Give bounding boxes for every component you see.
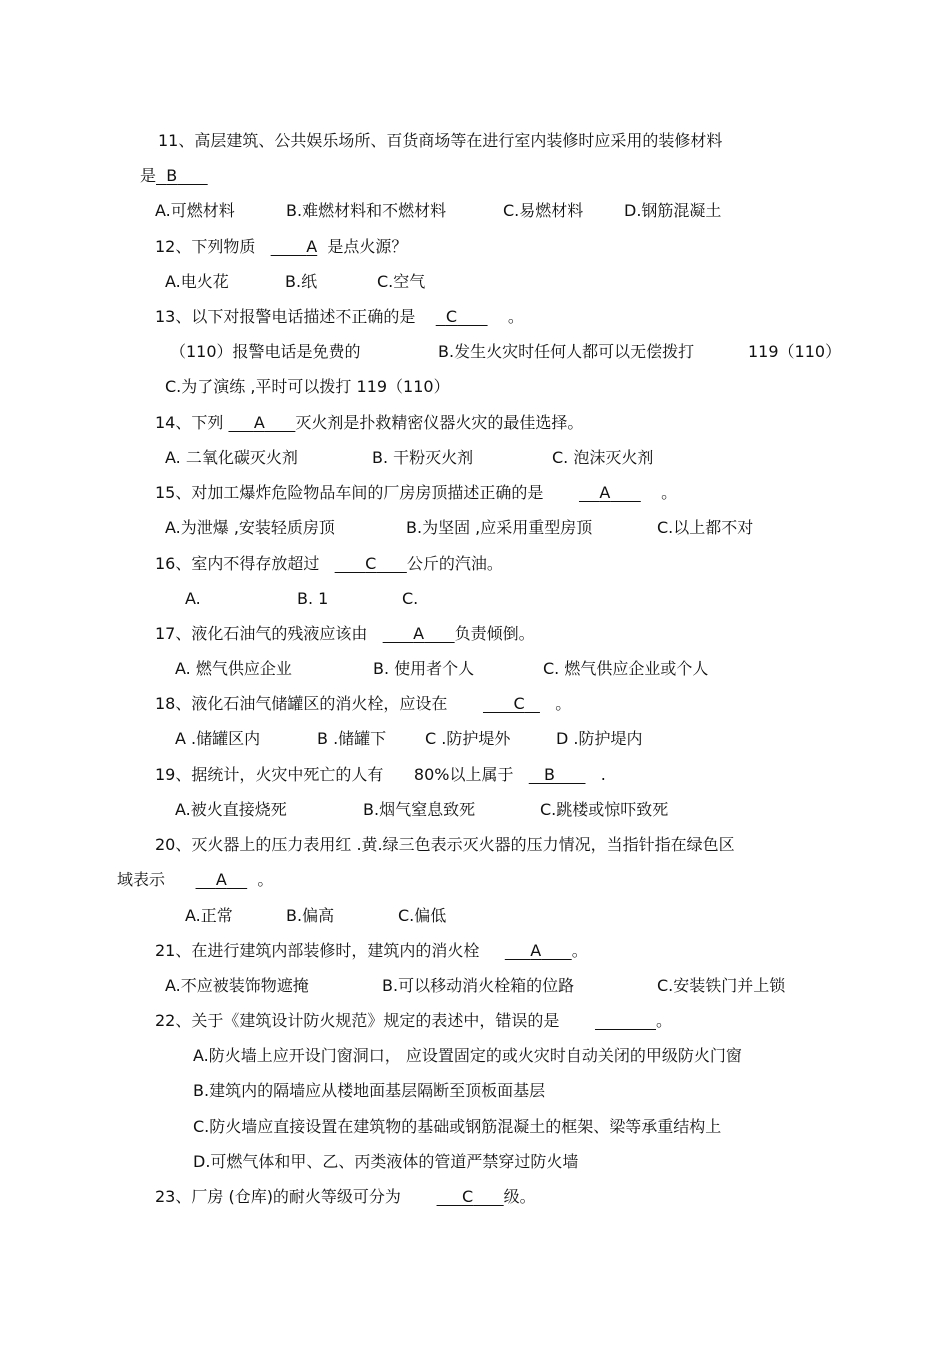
q17-option-b: B. 使用者个人 [373,659,475,678]
q22-option-a: A.防火墙上应开设门窗洞口， 应设置固定的或火灾时自动关闭的甲级防火门窗 [193,1046,742,1065]
q23-text: 23、厂房 (仓库)的耐火等级可分为 [155,1187,401,1206]
q18-option-c: C .防护堤外 [425,729,511,748]
q12-answer [271,236,318,258]
q12-option-a: A.电火花 [165,272,229,291]
q16-suffix: 公斤的汽油。 [406,554,503,573]
q17-answer [383,623,455,645]
q20-answer [196,869,248,891]
q16-option-a: A. [185,589,201,608]
q20-option-c: C.偏低 [398,906,447,925]
q14-answer-value: A [253,413,265,432]
q15-answer [579,482,641,504]
q13-answer-value: C [445,307,458,326]
q16-text: 16、室内不得存放超过 [155,554,320,573]
q13-option-b-number: 119（110） [748,342,842,361]
q17-options [175,658,708,680]
q13-text: 13、以下对报警电话描述不正确的是 [155,307,416,326]
q16-line [155,553,503,575]
q11-cont [140,165,208,187]
q19-options [175,799,668,821]
q23-suffix: 级。 [503,1187,536,1206]
q17-line [155,623,535,645]
q18-option-b: B .储罐下 [317,729,387,748]
q16-option-c: C. [402,589,419,608]
q22-option-c: C.防火墙应直接设置在建筑物的基础或钢筋混凝土的框架、梁等承重结构上 [193,1117,722,1136]
q12-option-c: C.空气 [377,272,426,291]
q11-text: 11、高层建筑、公共娱乐场所、百货商场等在进行室内装修时应采用的装修材料 [158,131,723,150]
q18-answer-value: C [513,694,525,713]
q19-text: 19、据统计，火灾中死亡的人有 [155,765,384,784]
q22-answer-blank [595,1010,656,1032]
q20-options [185,905,446,927]
q11-option-b: B.难燃材料和不燃材料 [286,201,447,220]
q20-cont-label: 域表示 [117,870,166,889]
q15-answer-value: A [599,483,611,502]
q11-answer-value: B [166,166,178,185]
q12-answer-value: A [306,237,318,256]
q11-option-a: A.可燃材料 [155,201,235,220]
q20-text: 20、灭火器上的压力表用红 .黄.绿三色表示灭火器的压力情况，当指针指在绿色区 [155,835,735,854]
q21-answer [505,940,572,962]
q15-suffix: 。 [661,483,678,502]
q21-text: 21、在进行建筑内部装修时，建筑内的消火栓 [155,941,480,960]
q23-line [155,1186,536,1208]
q17-answer-value: A [413,624,425,643]
q17-option-a: A. 燃气供应企业 [175,659,292,678]
q21-line [155,940,588,962]
q19-answer-value: B [544,765,555,784]
q16-answer-value: C [365,554,377,573]
q20-option-b: B.偏高 [286,906,335,925]
q18-options [175,728,643,750]
q22-line [155,1010,672,1032]
q14-line [155,412,583,434]
q21-option-b: B.可以移动消火栓箱的位路 [382,976,575,995]
q21-option-c: C.安装铁门并上锁 [657,976,786,995]
q15-option-b: B.为坚固 ,应采用重型房顶 [406,518,593,537]
q13-line [155,306,524,328]
q13-suffix: 。 [507,307,524,326]
q17-suffix: 负责倾倒。 [454,624,535,643]
q22-option-d: D.可燃气体和甲、乙、丙类液体的管道严禁穿过防火墙 [193,1152,579,1171]
q21-option-a: A.不应被装饰物遮掩 [165,976,309,995]
q20-suffix: 。 [257,870,274,889]
q18-text: 18、液化石油气储罐区的消火栓，应设在 [155,694,448,713]
q14-answer [228,412,295,434]
q16-option-b: B. 1 [297,589,329,608]
q18-option-a: A .储罐区内 [175,729,261,748]
q18-line [155,693,571,715]
q23-answer-value: C [461,1187,474,1206]
q14-text: 14、下列 [155,413,224,432]
q13-option-c: C.为了演练 ,平时可以拨打 119（110） [165,377,450,396]
q17-text: 17、液化石油气的残液应该由 [155,624,368,643]
q20-answer-value: A [215,870,227,889]
q15-text: 15、对加工爆炸危险物品车间的厂房房顶描述正确的是 [155,483,544,502]
q11-option-c: C.易燃材料 [503,201,584,220]
q14-suffix: 灭火剂是扑救精密仪器火灾的最佳选择。 [295,413,584,432]
q19-text-percent: 80%以上属于 [413,765,514,784]
q15-line [155,482,677,504]
q16-options [185,588,418,610]
q15-options [165,517,753,539]
q19-suffix: . [600,765,606,784]
q14-option-c: C. 泡沫灭火剂 [552,448,654,467]
q22-text: 22、关于《建筑设计防火规范》规定的表述中，错误的是 [155,1011,560,1030]
q22-suffix: 。 [656,1011,673,1030]
q22-option-b: B.建筑内的隔墙应从楼地面基层隔断至顶板面基层 [193,1081,546,1100]
q20-option-a: A.正常 [185,906,233,925]
q14-options [165,447,653,469]
q17-option-c: C. 燃气供应企业或个人 [543,659,709,678]
q19-option-b: B.烟气窒息致死 [363,800,476,819]
q19-option-c: C.跳楼或惊吓致死 [540,800,669,819]
q11-answer [156,165,208,187]
q12-suffix: 是点火源？ [327,237,408,256]
q14-option-a: A. 二氧化碳灭火剂 [165,448,298,467]
q16-answer [335,553,407,575]
q12-option-b: B.纸 [285,272,318,291]
q13-options-row1 [170,341,841,363]
q12-line [155,236,407,258]
q11-option-d: D.钢筋混凝土 [624,201,722,220]
q15-option-c: C.以上都不对 [657,518,754,537]
q11-cont-label: 是 [140,166,157,185]
q18-option-d: D .防护堤内 [556,729,643,748]
q20-cont [117,869,273,891]
q19-answer [529,764,586,786]
q21-answer-value: A [530,941,542,960]
q11-options [155,200,721,222]
q12-text: 12、下列物质 [155,237,256,256]
q12-options [165,271,425,293]
q18-answer [483,693,540,715]
q21-options [165,975,785,997]
q23-answer [437,1186,504,1208]
q19-option-a: A.被火直接烧死 [175,800,287,819]
q14-option-b: B. 干粉灭火剂 [372,448,474,467]
q18-suffix: 。 [555,694,572,713]
q13-option-a: （110）报警电话是免费的 [170,342,361,361]
q15-option-a: A.为泄爆 ,安装轻质房顶 [165,518,335,537]
q13-answer [436,306,488,328]
q19-line [155,764,606,786]
q13-option-b: B.发生火灾时任何人都可以无偿拨打 [438,342,695,361]
q21-suffix: 。 [571,941,588,960]
